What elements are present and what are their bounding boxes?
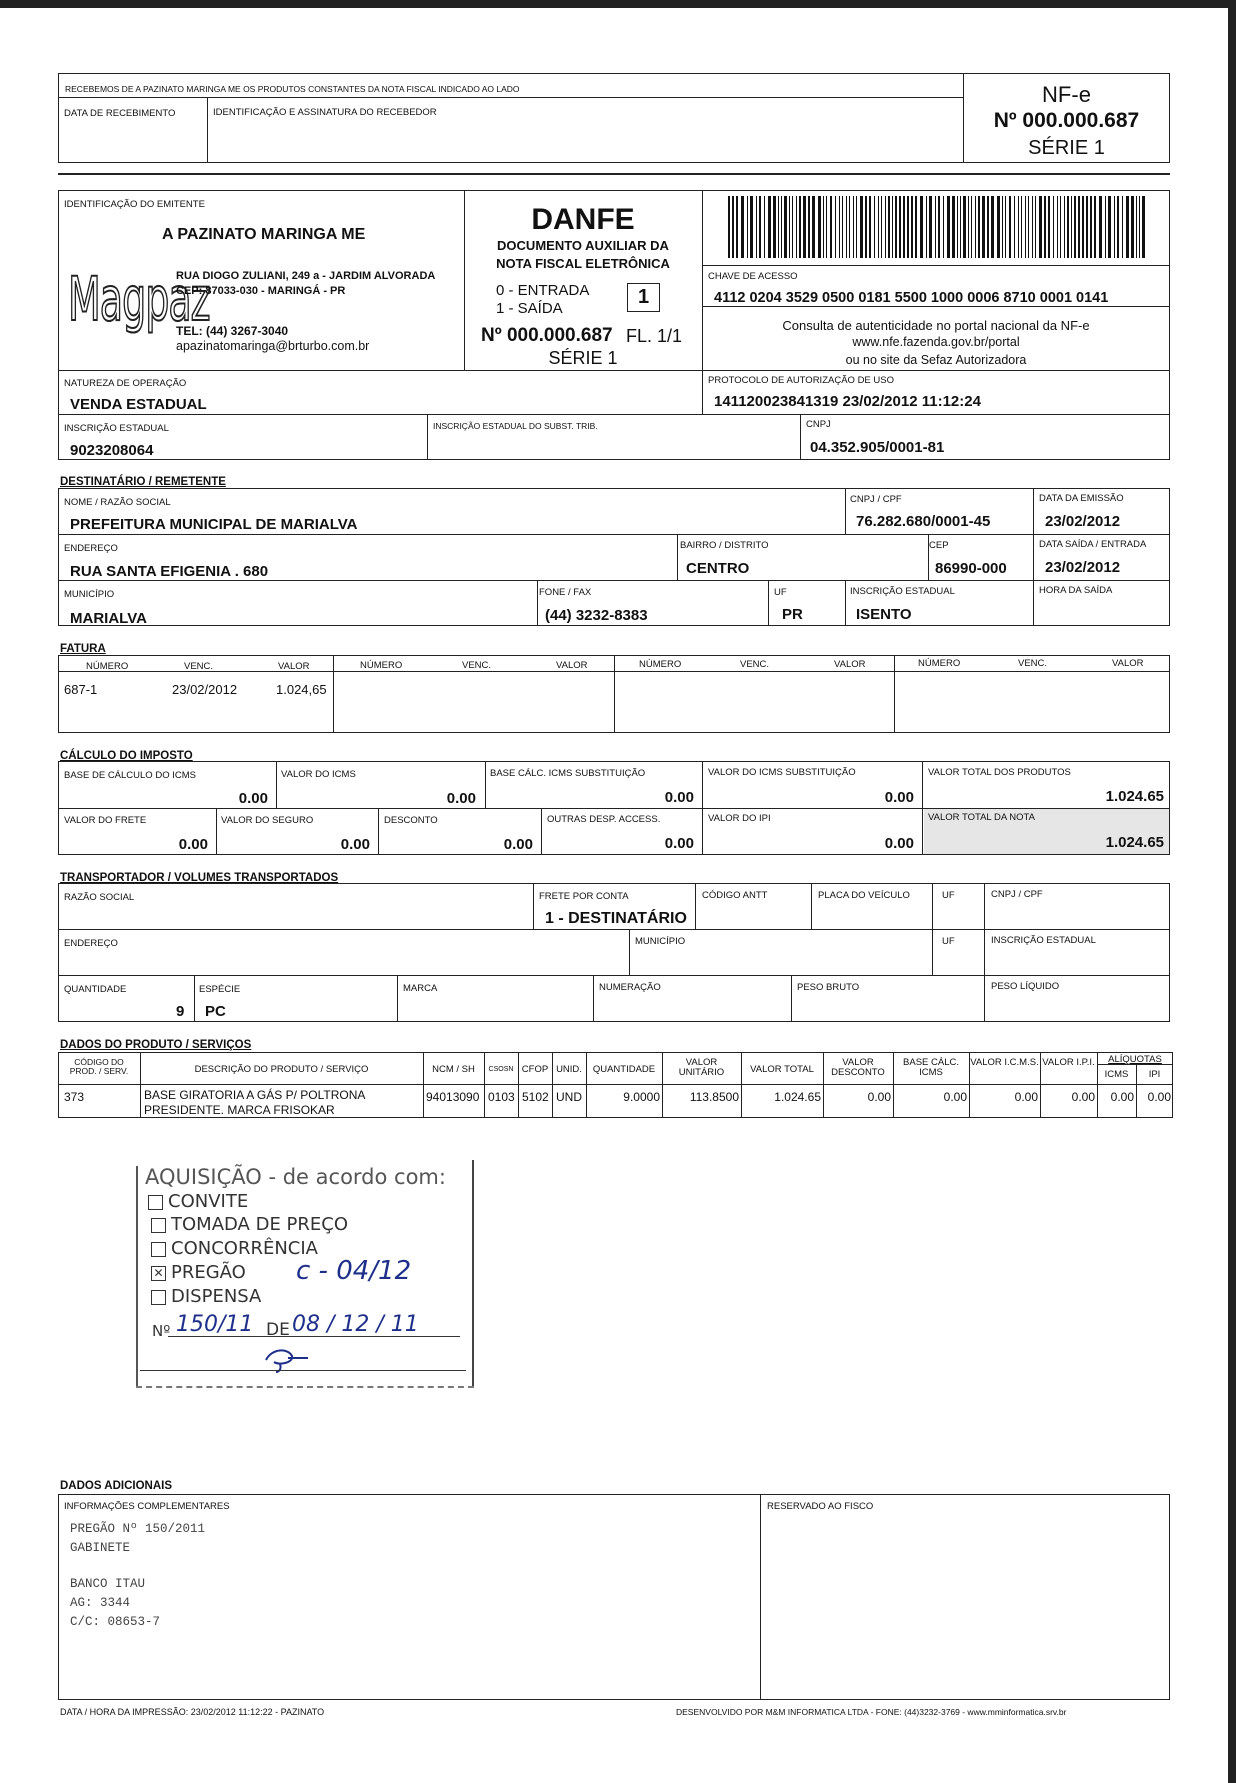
prod-vtotal: 1.024.65 bbox=[774, 1090, 821, 1104]
fatura-numero: 687-1 bbox=[64, 682, 98, 697]
ie-label: INSCRIÇÃO ESTADUAL bbox=[64, 423, 169, 434]
barcode-bar bbox=[796, 196, 797, 258]
prod-aicms: 0.00 bbox=[1110, 1090, 1134, 1104]
barcode-bar bbox=[1014, 196, 1015, 258]
stamp-de-value: 08 / 12 / 11 bbox=[292, 1312, 419, 1337]
barcode-bar bbox=[1126, 196, 1129, 258]
prod-h-vipi: VALOR I.P.I. bbox=[1042, 1057, 1095, 1068]
dest-saida-label: DATA SAÍDA / ENTRADA bbox=[1039, 539, 1147, 550]
prod-vunit: 113.8500 bbox=[689, 1090, 739, 1104]
base-st: 0.00 bbox=[664, 789, 694, 806]
barcode-bar bbox=[826, 196, 827, 258]
transp-quantidade-label: QUANTIDADE bbox=[64, 984, 127, 995]
stamp-opt1: CONVITE bbox=[168, 1191, 249, 1212]
dest-endereco: RUA SANTA EFIGENIA . 680 bbox=[70, 563, 269, 580]
stamp-no-value: 150/11 bbox=[176, 1312, 254, 1337]
barcode-bar bbox=[1114, 196, 1115, 258]
emitente-cep: CEP: 87033-030 - MARINGÁ - PR bbox=[176, 285, 346, 297]
dest-uf: PR bbox=[782, 606, 803, 623]
dest-bairro: CENTRO bbox=[686, 560, 750, 577]
barcode-bar bbox=[869, 196, 871, 258]
info-line-2: GABINETE bbox=[70, 1541, 131, 1555]
barcode-bar bbox=[1018, 196, 1019, 258]
prod-codigo: 373 bbox=[64, 1090, 85, 1104]
transp-uf-label: UF bbox=[942, 890, 955, 901]
transp-quantidade: 9 bbox=[176, 1003, 185, 1020]
barcode-bar bbox=[1021, 196, 1022, 258]
barcode-bar bbox=[1005, 196, 1006, 258]
barcode-bar bbox=[899, 196, 901, 258]
danfe-number: Nº 000.000.687 bbox=[481, 325, 613, 346]
prod-base: 0.00 bbox=[943, 1090, 967, 1104]
prod-h-ncm: NCM / SH bbox=[432, 1064, 475, 1075]
barcode-bar bbox=[1090, 196, 1092, 258]
fatura-h-valor-4: VALOR bbox=[1112, 658, 1144, 669]
barcode-bar bbox=[860, 196, 863, 258]
prod-h-vunit: VALOR UNITÁRIO bbox=[678, 1057, 725, 1078]
barcode-bar bbox=[1053, 196, 1054, 258]
barcode-bar bbox=[943, 196, 944, 258]
danfe-folha: FL. 1/1 bbox=[626, 326, 683, 346]
total-nota-label: VALOR TOTAL DA NOTA bbox=[928, 812, 1035, 823]
barcode-bar bbox=[1067, 196, 1069, 258]
prod-vipi: 0.00 bbox=[1071, 1090, 1095, 1104]
prod-h-aipi: IPI bbox=[1148, 1069, 1161, 1080]
stamp-no-label: Nº bbox=[152, 1322, 171, 1340]
prod-ncm: 94013090 bbox=[426, 1090, 480, 1104]
destinatario-section: DESTINATÁRIO / REMETENTE bbox=[60, 476, 226, 488]
ipi: 0.00 bbox=[884, 835, 914, 852]
barcode-bar bbox=[853, 196, 854, 258]
consulta-line1: Consulta de autenticidade no portal nacional da NF-e bbox=[782, 318, 1090, 333]
ie-st-label: INSCRIÇÃO ESTADUAL DO SUBST. TRIB. bbox=[433, 421, 598, 431]
stamp-opt5-box bbox=[151, 1290, 166, 1305]
desconto-label: DESCONTO bbox=[384, 815, 438, 826]
prod-h-aliq: ALÍQUOTAS bbox=[1108, 1054, 1162, 1065]
barcode-bar bbox=[960, 196, 961, 258]
barcode-bar bbox=[963, 196, 966, 258]
valor-icms-label: VALOR DO ICMS bbox=[281, 769, 356, 780]
protocolo-value: 141120023841319 23/02/2012 11:12:24 bbox=[714, 393, 981, 410]
consulta-line2: www.nfe.fazenda.gov.br/portal bbox=[852, 335, 1020, 349]
barcode-bar bbox=[903, 196, 905, 258]
total-prod-label: VALOR TOTAL DOS PRODUTOS bbox=[928, 767, 1071, 778]
barcode-bar bbox=[971, 196, 972, 258]
fatura-valor: 1.024,65 bbox=[276, 682, 327, 697]
fatura-h-valor-2: VALOR bbox=[556, 660, 588, 671]
barcode-bar bbox=[846, 196, 847, 258]
barcode-bar bbox=[835, 196, 836, 258]
stamp-signature-line bbox=[140, 1370, 466, 1371]
dest-emissao: 23/02/2012 bbox=[1045, 513, 1121, 530]
prod-h-csosn: CSOSN bbox=[488, 1066, 514, 1073]
frete: 0.00 bbox=[178, 836, 208, 853]
barcode-bar bbox=[750, 196, 753, 258]
info-line-5: AG: 3344 bbox=[70, 1596, 131, 1610]
barcode-bar bbox=[728, 196, 730, 258]
protocolo-label: PROTOCOLO DE AUTORIZAÇÃO DE USO bbox=[708, 375, 894, 386]
danfe-serie: SÉRIE 1 bbox=[548, 348, 618, 368]
seguro: 0.00 bbox=[340, 836, 370, 853]
footer-right: DESENVOLVIDO POR M&M INFORMATICA LTDA - FONE: (44)3232-3769 - www.mminformatica.srv.br bbox=[676, 1707, 1067, 1717]
barcode-bar bbox=[874, 196, 875, 258]
receipt-nfe: NF-e bbox=[1042, 82, 1091, 107]
barcode-bar bbox=[1060, 196, 1061, 258]
dest-nome: PREFEITURA MUNICIPAL DE MARIALVA bbox=[70, 516, 358, 533]
danfe-sub2: NOTA FISCAL ELETRÔNICA bbox=[496, 256, 670, 271]
fatura-venc: 23/02/2012 bbox=[172, 682, 238, 697]
fatura-h-numero-2: NÚMERO bbox=[360, 660, 403, 671]
outras-label: OUTRAS DESP. ACCESS. bbox=[547, 814, 661, 825]
dest-cnpj: 76.282.680/0001-45 bbox=[856, 513, 991, 530]
barcode-bar bbox=[1086, 196, 1088, 258]
barcode-bar bbox=[1048, 196, 1050, 258]
barcode-bar bbox=[839, 196, 840, 258]
desconto: 0.00 bbox=[503, 836, 533, 853]
stamp-de-label: DE bbox=[266, 1320, 290, 1340]
info-line-6: C/C: 08653-7 bbox=[70, 1615, 161, 1629]
barcode-bar bbox=[1136, 196, 1137, 258]
seguro-label: VALOR DO SEGURO bbox=[221, 815, 314, 826]
barcode-bar bbox=[1131, 196, 1134, 258]
barcode-bar bbox=[881, 196, 882, 258]
info-label: INFORMAÇÕES COMPLEMENTARES bbox=[64, 1501, 230, 1512]
prod-cfop: 5102 bbox=[522, 1090, 549, 1104]
emitente-name: A PAZINATO MARINGA ME bbox=[162, 226, 366, 243]
barcode-bar bbox=[991, 196, 994, 258]
fatura-h-venc-1: VENC. bbox=[184, 661, 214, 672]
receipt-id-label: IDENTIFICAÇÃO E ASSINATURA DO RECEBEDOR bbox=[213, 107, 437, 118]
natureza-value: VENDA ESTADUAL bbox=[70, 396, 207, 413]
dest-emissao-label: DATA DA EMISSÃO bbox=[1039, 493, 1124, 504]
imposto-section: CÁLCULO DO IMPOSTO bbox=[60, 750, 193, 762]
barcode-bar bbox=[732, 196, 734, 258]
barcode-bar bbox=[888, 196, 890, 258]
outras: 0.00 bbox=[664, 835, 694, 852]
prod-h-vtotal: VALOR TOTAL bbox=[750, 1064, 814, 1075]
barcode-bar bbox=[1108, 196, 1111, 258]
transp-uf-label-2: UF bbox=[942, 936, 955, 947]
barcode-bar bbox=[736, 196, 738, 258]
prod-h-unid: UNID. bbox=[556, 1064, 582, 1075]
barcode-bar bbox=[1105, 196, 1106, 258]
prod-h-desc: DESCRIÇÃO DO PRODUTO / SERVIÇO bbox=[194, 1064, 369, 1075]
danfe-sub1: DOCUMENTO AUXILIAR DA bbox=[497, 238, 669, 253]
transp-frete-label: FRETE POR CONTA bbox=[539, 891, 629, 902]
prod-h-aicms: ICMS bbox=[1104, 1069, 1129, 1080]
barcode-bar bbox=[987, 196, 989, 258]
stamp-opt3: CONCORRÊNCIA bbox=[171, 1238, 318, 1259]
barcode-bar bbox=[808, 196, 810, 258]
dest-saida: 23/02/2012 bbox=[1045, 559, 1121, 576]
barcode-bar bbox=[1117, 196, 1119, 258]
scan-border-top bbox=[0, 0, 1236, 8]
prod-csosn: 0103 bbox=[488, 1090, 515, 1104]
prod-h-base: BASE CÁLC. ICMS bbox=[903, 1057, 959, 1078]
danfe-title: DANFE bbox=[531, 203, 635, 236]
stamp-border-right bbox=[472, 1160, 474, 1388]
receipt-date-label: DATA DE RECEBIMENTO bbox=[64, 108, 176, 119]
dest-hora-label: HORA DA SAÍDA bbox=[1039, 585, 1113, 596]
stamp-opt3-box bbox=[151, 1242, 166, 1257]
danfe-entrada: 0 - ENTRADA bbox=[496, 282, 590, 299]
fatura-h-venc-3: VENC. bbox=[740, 659, 770, 670]
barcode-bar bbox=[911, 196, 913, 258]
stamp-opt5: DISPENSA bbox=[171, 1286, 262, 1307]
transp-marca-label: MARCA bbox=[403, 983, 438, 994]
transp-endereco-label: ENDEREÇO bbox=[64, 938, 118, 949]
emitente-email: apazinatomaringa@brturbo.com.br bbox=[176, 339, 370, 353]
prod-vicms: 0.00 bbox=[1014, 1090, 1038, 1104]
stamp-opt1-box bbox=[148, 1195, 163, 1210]
stamp-opt4: PREGÃO bbox=[171, 1262, 246, 1283]
receipt-serie: SÉRIE 1 bbox=[1028, 137, 1105, 159]
transp-numeracao-label: NUMERAÇÃO bbox=[599, 982, 661, 993]
barcode-bar bbox=[823, 196, 824, 258]
stamp-opt2: TOMADA DE PREÇO bbox=[171, 1214, 349, 1235]
barcode-bar bbox=[865, 196, 867, 258]
barcode-bar bbox=[968, 196, 969, 258]
valor-st-label: VALOR DO ICMS SUBSTITUIÇÃO bbox=[708, 767, 856, 778]
scan-border-right bbox=[1228, 0, 1236, 1783]
transp-placa-label: PLACA DO VEÍCULO bbox=[818, 890, 910, 901]
prod-vdesc: 0.00 bbox=[867, 1090, 891, 1104]
barcode-bar bbox=[878, 196, 879, 258]
barcode-bar bbox=[741, 196, 744, 258]
barcode-bar bbox=[952, 196, 955, 258]
barcode-bar bbox=[982, 196, 985, 258]
barcode-bar bbox=[778, 196, 779, 258]
barcode-bar bbox=[1044, 196, 1046, 258]
prod-unid: UND bbox=[556, 1090, 582, 1104]
prod-h-vdesc: VALOR DESCONTO bbox=[831, 1057, 885, 1078]
stamp-opt2-box bbox=[151, 1218, 166, 1233]
barcode-bar bbox=[1139, 196, 1140, 258]
barcode-bar bbox=[1009, 196, 1011, 258]
barcode-bar bbox=[764, 196, 765, 258]
fatura-h-numero-1: NÚMERO bbox=[86, 661, 129, 672]
info-line-1: PREGÃO Nº 150/2011 bbox=[70, 1522, 206, 1536]
barcode-bar bbox=[915, 196, 917, 258]
fatura-h-numero-3: NÚMERO bbox=[639, 659, 682, 670]
barcode-bar bbox=[759, 196, 761, 258]
stamp-border-bottom bbox=[136, 1386, 474, 1388]
fatura-h-venc-2: VENC. bbox=[462, 660, 492, 671]
prod-h-qtd: QUANTIDADE bbox=[592, 1064, 656, 1075]
transp-municipio-label: MUNICÍPIO bbox=[635, 936, 686, 947]
barcode-bar bbox=[789, 196, 790, 258]
barcode-bar bbox=[1032, 196, 1033, 258]
barcode-bar bbox=[1028, 196, 1029, 258]
dest-fone-label: FONE / FAX bbox=[539, 587, 592, 598]
transp-ie-label: INSCRIÇÃO ESTADUAL bbox=[991, 935, 1096, 946]
barcode-bar bbox=[1094, 196, 1096, 258]
barcode-bar bbox=[892, 196, 893, 258]
transp-peso-bruto-label: PESO BRUTO bbox=[797, 982, 860, 993]
barcode-bar bbox=[1142, 196, 1145, 258]
barcode-bar bbox=[842, 196, 843, 258]
emitente-address: RUA DIOGO ZULIANI, 249 a - JARDIM ALVORADA bbox=[176, 270, 436, 282]
barcode-bar bbox=[830, 196, 832, 258]
base-st-label: BASE CÁLC. ICMS SUBSTITUIÇÃO bbox=[490, 768, 646, 779]
barcode-bar bbox=[978, 196, 980, 258]
stamp-date-underline bbox=[168, 1336, 460, 1337]
fatura-h-numero-4: NÚMERO bbox=[918, 658, 961, 669]
stamp-opt4-checkbox: ✕ bbox=[151, 1266, 166, 1281]
base-icms: 0.00 bbox=[238, 790, 268, 807]
transp-especie: PC bbox=[205, 1003, 226, 1020]
barcode-bar bbox=[812, 196, 815, 258]
ie-value: 9023208064 bbox=[70, 442, 154, 459]
barcode-bar bbox=[938, 196, 940, 258]
destinatario-box bbox=[58, 488, 1170, 626]
frete-label: VALOR DO FRETE bbox=[64, 815, 147, 826]
consulta-line3: ou no site da Sefaz Autorizadora bbox=[845, 353, 1027, 367]
dest-endereco-label: ENDEREÇO bbox=[64, 543, 118, 554]
dest-cnpj-label: CNPJ / CPF bbox=[850, 494, 902, 505]
prod-qtd: 9.0000 bbox=[623, 1090, 660, 1104]
stamp-title: AQUISIÇÃO - de acordo com: bbox=[145, 1165, 446, 1189]
cnpj-label: CNPJ bbox=[806, 419, 831, 430]
barcode-bar bbox=[1064, 196, 1065, 258]
footer-left: DATA / HORA DA IMPRESSÃO: 23/02/2012 11:12:22 - PAZINATO bbox=[60, 1707, 325, 1717]
transp-especie-label: ESPÉCIE bbox=[199, 984, 241, 995]
transp-razao-label: RAZÃO SOCIAL bbox=[64, 892, 135, 903]
barcode-bar bbox=[1122, 196, 1123, 258]
barcode-bar bbox=[784, 196, 787, 258]
fisco-label: RESERVADO AO FISCO bbox=[767, 1501, 874, 1512]
emitente-logo: Magpaz bbox=[68, 264, 210, 335]
dest-fone: (44) 3232-8383 bbox=[545, 607, 648, 624]
chave-value: 4112 0204 3529 0500 0181 5500 1000 0006 8710 0001 0141 bbox=[714, 290, 1109, 306]
stamp-hand-pregao: c - 04/12 bbox=[296, 1256, 412, 1286]
base-icms-label: BASE DE CÁLCULO DO ICMS bbox=[64, 770, 196, 781]
natureza-label: NATUREZA DE OPERAÇÃO bbox=[64, 378, 187, 389]
transportador-section: TRANSPORTADOR / VOLUMES TRANSPORTADOS bbox=[60, 872, 339, 884]
barcode-bar bbox=[856, 196, 857, 258]
barcode-bar bbox=[799, 196, 801, 258]
barcode-bar bbox=[947, 196, 950, 258]
danfe-tipo-box: 1 bbox=[627, 283, 660, 312]
adicionais-box bbox=[58, 1494, 1170, 1700]
barcode-bar bbox=[781, 196, 782, 258]
dest-municipio-label: MUNICÍPIO bbox=[64, 589, 115, 600]
barcode-bar bbox=[1039, 196, 1042, 258]
barcode-bar bbox=[768, 196, 771, 258]
produtos-section: DADOS DO PRODUTO / SERVIÇOS bbox=[60, 1039, 252, 1051]
barcode-bar bbox=[926, 196, 927, 258]
prod-h-vicms: VALOR I.C.M.S. bbox=[970, 1057, 1039, 1068]
barcode-bar bbox=[935, 196, 936, 258]
transp-antt-label: CÓDIGO ANTT bbox=[702, 890, 768, 901]
barcode-bar bbox=[792, 196, 793, 258]
emitente-tel: TEL: (44) 3267-3040 bbox=[176, 324, 289, 338]
barcode-bar bbox=[1057, 196, 1058, 258]
dest-municipio: MARIALVA bbox=[70, 610, 147, 627]
barcode bbox=[728, 196, 1148, 258]
prod-desc-line1: BASE GIRATORIA A GÁS P/ POLTRONA bbox=[144, 1088, 366, 1102]
adicionais-section: DADOS ADICIONAIS bbox=[60, 1480, 173, 1492]
transp-peso-liquido-label: PESO LÍQUIDO bbox=[991, 981, 1060, 992]
barcode-bar bbox=[997, 196, 1000, 258]
dest-cep-label: CEP bbox=[929, 540, 949, 551]
fatura-h-valor-1: VALOR bbox=[278, 661, 310, 672]
barcode-bar bbox=[895, 196, 897, 258]
barcode-bar bbox=[1074, 196, 1076, 258]
barcode-bar bbox=[907, 196, 909, 258]
chave-label: CHAVE DE ACESSO bbox=[708, 271, 798, 282]
barcode-bar bbox=[929, 196, 932, 258]
prod-h-cfop: CFOP bbox=[521, 1064, 549, 1075]
barcode-bar bbox=[975, 196, 976, 258]
dest-bairro-label: BAIRRO / DISTRITO bbox=[680, 540, 769, 551]
cnpj-value: 04.352.905/0001-81 bbox=[810, 439, 945, 456]
transp-cnpj-label: CNPJ / CPF bbox=[991, 889, 1043, 900]
barcode-bar bbox=[1078, 196, 1080, 258]
barcode-bar bbox=[1025, 196, 1026, 258]
danfe-saida: 1 - SAÍDA bbox=[496, 300, 563, 317]
fatura-h-venc-4: VENC. bbox=[1018, 658, 1048, 669]
dest-uf-label: UF bbox=[774, 587, 787, 598]
barcode-bar bbox=[1082, 196, 1084, 258]
valor-st: 0.00 bbox=[884, 789, 914, 806]
barcode-bar bbox=[1035, 196, 1036, 258]
prod-aipi: 0.00 bbox=[1147, 1090, 1171, 1104]
barcode-bar bbox=[849, 196, 850, 258]
fatura-h-valor-3: VALOR bbox=[834, 659, 866, 670]
barcode-bar bbox=[756, 196, 757, 258]
barcode-bar bbox=[747, 196, 748, 258]
ipi-label: VALOR DO IPI bbox=[708, 813, 771, 824]
barcode-bar bbox=[1071, 196, 1072, 258]
barcode-bar bbox=[957, 196, 958, 258]
stamp-border-left bbox=[136, 1166, 138, 1388]
dest-ie: ISENTO bbox=[856, 606, 912, 623]
barcode-bar bbox=[818, 196, 821, 258]
barcode-bar bbox=[920, 196, 923, 258]
prod-h-codigo: CÓDIGO DO PROD. / SERV. bbox=[69, 1057, 129, 1076]
fatura-section: FATURA bbox=[60, 643, 106, 655]
dest-ie-label: INSCRIÇÃO ESTADUAL bbox=[850, 586, 955, 597]
total-nota: 1.024.65 bbox=[1105, 834, 1164, 851]
transportador-box bbox=[58, 883, 1170, 1022]
prod-desc-line2: PRESIDENTE. MARCA FRISOKAR bbox=[144, 1103, 335, 1116]
receipt-text: RECEBEMOS DE A PAZINATO MARINGA ME OS PRODUTOS CONSTANTES DA NOTA FISCAL INDICADO AO LADO bbox=[65, 84, 520, 94]
dest-cep: 86990-000 bbox=[935, 560, 1007, 577]
transp-frete: 1 - DESTINATÁRIO bbox=[545, 910, 687, 927]
barcode-bar bbox=[773, 196, 776, 258]
barcode-bar bbox=[1002, 196, 1003, 258]
barcode-bar bbox=[1099, 196, 1102, 258]
receipt-number: Nº 000.000.687 bbox=[993, 109, 1140, 132]
info-line-4: BANCO ITAU bbox=[70, 1577, 146, 1591]
dest-nome-label: NOME / RAZÃO SOCIAL bbox=[64, 497, 171, 508]
barcode-bar bbox=[803, 196, 806, 258]
barcode-bar bbox=[885, 196, 886, 258]
emitente-label: IDENTIFICAÇÃO DO EMITENTE bbox=[64, 199, 205, 210]
valor-icms: 0.00 bbox=[446, 790, 476, 807]
total-prod: 1.024.65 bbox=[1105, 788, 1164, 805]
